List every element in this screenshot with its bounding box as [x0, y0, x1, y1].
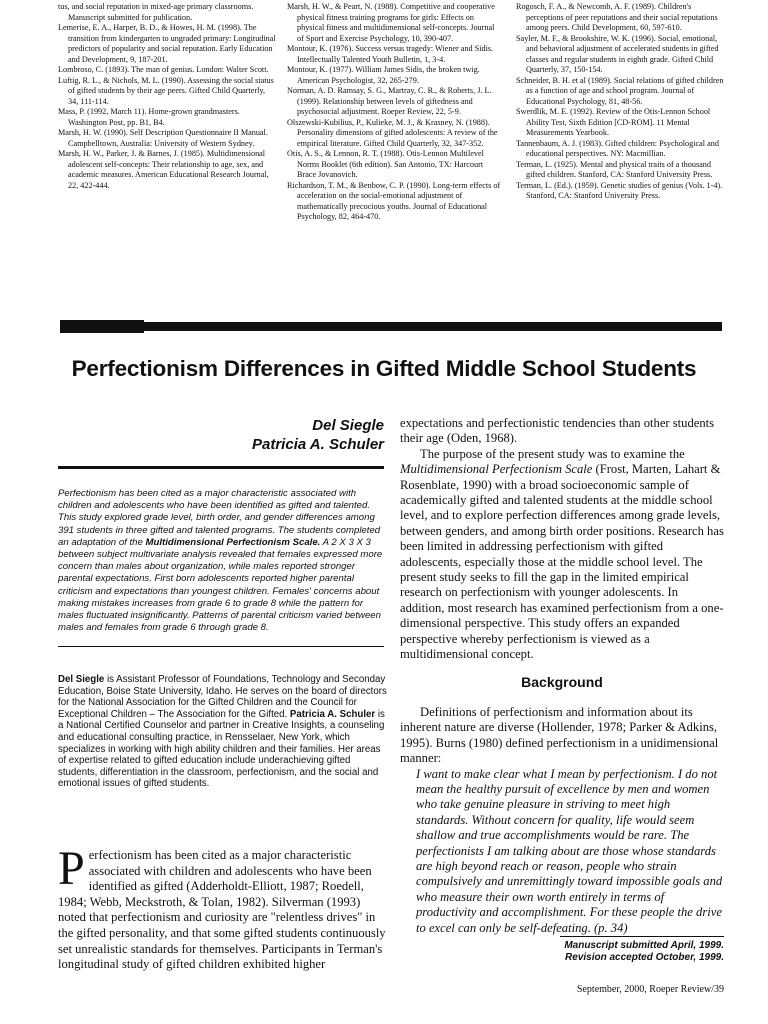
abstract: Perfectionism has been cited as a major characteristic associated with children and adolescents who have been identified as gifted and talented. This study explored grade level, birth order, and gender differences among 391 students in three gifted and talented programs. The students completed an adaptation of the Multidimensional Perfectionism Scale. A 2 X 3 X 3 between subject multivariate analysis revealed that females expressed more concern than males about organization, while males reported stronger parental expectations. First born adolescents reported higher parental criticism and expectations than youngest children. Females' concerns about making mistakes increases from grade 6 to grade 8 while the pattern for males fluctuated insignificantly. Patterns of parental criticism varied between males and females from grade 6 through grade 8.: [58, 488, 383, 634]
reference-entry: Mass, P. (1992, March 11). Home-grown grandmasters. Washington Post, pp. B1, B4.: [58, 107, 240, 127]
accepted-date: Revision accepted October, 1999.: [565, 952, 724, 963]
author-block: [180, 416, 384, 454]
reference-entry: Marsh, H. W., & Peart, N. (1988). Competitive and cooperative physical fitness training programs for girls: Effects on physical fitness and multidimensional self-concepts. Journal of Sport and Exercise Psychology, 10, 390-407.: [287, 2, 495, 43]
reference-entry: Sayler, M. F., & Brookshire, W. K. (1996). Social, emotional, and behavioral adjustment of accelerated students in gifted classes and regular students in eighth grade. Gifted Child Quarterly, 37, 150-154.: [516, 33, 719, 74]
manuscript-dates: [440, 940, 724, 964]
submitted-date: Manuscript submitted April, 1999.: [564, 940, 724, 951]
reference-entry: Marsh, H. W., Parker, J. & Barnes, J. (1985). Multidimensional adolescent self-concepts: Their relationship to age, sex, and academic measures. American Educational Research Journal, 22, 422-444.: [58, 149, 269, 190]
reference-entry: Richardson, T. M., & Benbow, C. P. (1990). Long-term effects of acceleration on the social-emotional adjustment of mathematically precocious youths. Journal of Educational Psychology, 82, 464-470.: [287, 180, 501, 221]
reference-entry: Luftig, R. L., & Nichols, M. L. (1990). Assessing the social status of gifted students by their age peers. Gifted Child Quarterly, 34, 111-114.: [58, 75, 274, 106]
body-paragraph: Definitions of perfectionism and information about its inherent nature are diverse (Hollender, 1978; Parker & Adkins, 1995). Burns (1980) defined perfectionism in a unidimensional manner:: [400, 705, 719, 766]
reference-entry: Norman, A. D. Ramsay, S. G., Martray, C. R., & Roberts, J. L. (1999). Relationship between levels of giftedness and psychosocial adjustment. Roeper Review, 22, 5-9.: [287, 86, 492, 116]
reference-entry: Montour, K. (1976). Success versus tragedy: Wiener and Sidis. Intellectually Talented Youth Bulletin, 1, 3-4.: [287, 44, 494, 64]
author-bio: Del Siegle is Assistant Professor of Foundations, Technology and Seconday Education, Boise State University, Idaho. He serves on the board of directors for the National Association for the Gifted Children and the Council for Exceptional Children – The Association for the Gifted. Patricia A. Schuler is a National Certified Counselor and partner in Creative Insights, a counseling and educational consulting practice, in Rensselaer, New York, which specializes in working with high ability children and their families. Her areas of expertise related to gifted education include underachieving gifted students, differentiation in the classroom, perfectionism, and the social and emotional issues of gifted students.: [58, 674, 387, 790]
reference-entry: Rogosch, F. A., & Newcomb, A. F. (1989). Children's perceptions of peer reputations and their social reputations among peers. Child Development, 60, 597-610.: [516, 2, 718, 32]
section-heading-background: Background: [521, 674, 603, 690]
page-footer: September, 2000, Roeper Review/39: [576, 984, 724, 995]
reference-entry: Terman, L. (1925). Mental and physical traits of a thousand gifted children. Stanford, CA: Stanford University Press.: [516, 159, 713, 179]
reference-entry: Marsh, H. W. (1990). Self Description Questionnaire II Manual. Campbelltown, Australia: University of Western Sydney.: [58, 128, 268, 148]
body-intro-paragraph: Perfectionism has been cited as a major characteristic associated with children and adolescents who have been identified as gifted (Adderholdt-Elliott, 1987; Roedell, 1984; Webb, Meckstroth, & Tolan, 1982). Silverman (1993) noted that perfectionism and curiosity are "relentless drives" in the gifted personality, and that some gifted students continuously set unrealistic standards for themselves. Participants in Terman's longitudinal study of gifted children exhibited higher: [58, 842, 386, 972]
reference-entry: Montour, K. (1977). William James Sidis, the broken twig. American Psychologist, 32, 265-279.: [287, 65, 480, 85]
reference-entry: Otis, A. S., & Lennon, R. T. (1988). Otis-Lennon Multilevel Norms Booklet (6th edition). San Antonio, TX: Harcourt Brace Jovanovich.: [287, 149, 484, 179]
drop-cap: P: [58, 842, 85, 895]
manuscript-rule: [560, 936, 724, 937]
reference-entry: Terman, L. (Ed.). (1959). Genetic studies of genius (Vols. 1-4). Stanford, CA: Stanford University Press.: [516, 180, 723, 200]
reference-entry: Swerdlik, M. E. (1992). Review of the Otis-Lennon School Ability Test, Sixth Edition [CD-ROM]. 11 Mental Measurements Yearbook.: [516, 107, 711, 137]
abstract-top-rule: [58, 466, 384, 469]
abstract-bold-term: Multidimensional Perfectionism Scale.: [145, 536, 321, 548]
reference-column-2: [287, 2, 502, 223]
reference-column-1: [58, 2, 276, 191]
reference-entry: Tannenbaum, A. J. (1983). Gifted children: Psychological and educational perspectives. NY: Macmillian.: [516, 138, 719, 158]
reference-entry: tus, and social reputation in mixed-age primary classrooms. Manuscript submitted for publication.: [58, 2, 254, 22]
reference-entry: Lemerise, E. A., Harper, B. D., & Howes, H. M. (1998). The transition from kindergarten to ungraded primary: Longitudinal predictors of popularity and social reputation. Early Education and Development, 9, 187-201.: [58, 23, 276, 64]
abstract-bottom-rule: [58, 646, 384, 647]
reference-entry: Lombroso, C. (1893). The man of genius. London: Walter Scott.: [58, 65, 269, 74]
author-name: Patricia A. Schuler: [252, 436, 384, 453]
author-name: Del Siegle: [312, 417, 384, 434]
reference-entry: Olszewski-Kubilius, P., Kulieke, M. J., & Krasney, N. (1988). Personality dimensions of gifted adolescents: A review of the empirical literature. Gifted Child Quarterly, 32, 347-352.: [287, 117, 498, 148]
body-paragraph: expectations and perfectionistic tendencies than other students their age (Oden, 1968).: [400, 416, 715, 446]
section-divider-bar: [60, 322, 722, 331]
reference-entry: Schneider, B. H. et al (1989). Social relations of gifted children as a function of age and school program. Journal of Educational Psychology, 81, 48-56.: [516, 75, 724, 106]
body-paragraph: The purpose of the present study was to examine the Multidimensional Perfectionism Scale (Frost, Marten, Lahart & Rosenblate, 1990) with a broad socioeconomic sample of academically gifted and talented students at the middle school level, and to explore perfection differences among grade levels, between genders, and among birth order positions. Research has been limited in addressing perfectionism with gifted adolescents, especially those at the middle school level. The present study seeks to fill the gap in the limited empirical research on perfectionism with younger adolescents. In addition, most research has examined perfectionism from a one-dimensional perspective. This study offers an expanded perspective whereby perfectionism is viewed as a multidimensional concept.: [400, 446, 724, 662]
background-section: [400, 705, 724, 936]
body-right-top: [400, 416, 724, 663]
block-quote: I want to make clear what I mean by perfectionism. I do not mean the healthy pursuit of excellence by men and women who take genuine pleasure in striving to meet high standards. Without concern for quality, life would seem shallow and true accomplishments would be rare. The perfectionists I am talking about are those whose standards are high beyond reach or reason, people who strain compulsively and unremittingly toward impossible goals and who measure their own worth entirely in terms of productivity and accomplishment. For these people the drive to excel can only be self-defeating. (p. 34): [416, 766, 723, 935]
article-title: Perfectionism Differences in Gifted Middle School Students: [71, 356, 697, 381]
reference-column-3: [516, 2, 731, 202]
